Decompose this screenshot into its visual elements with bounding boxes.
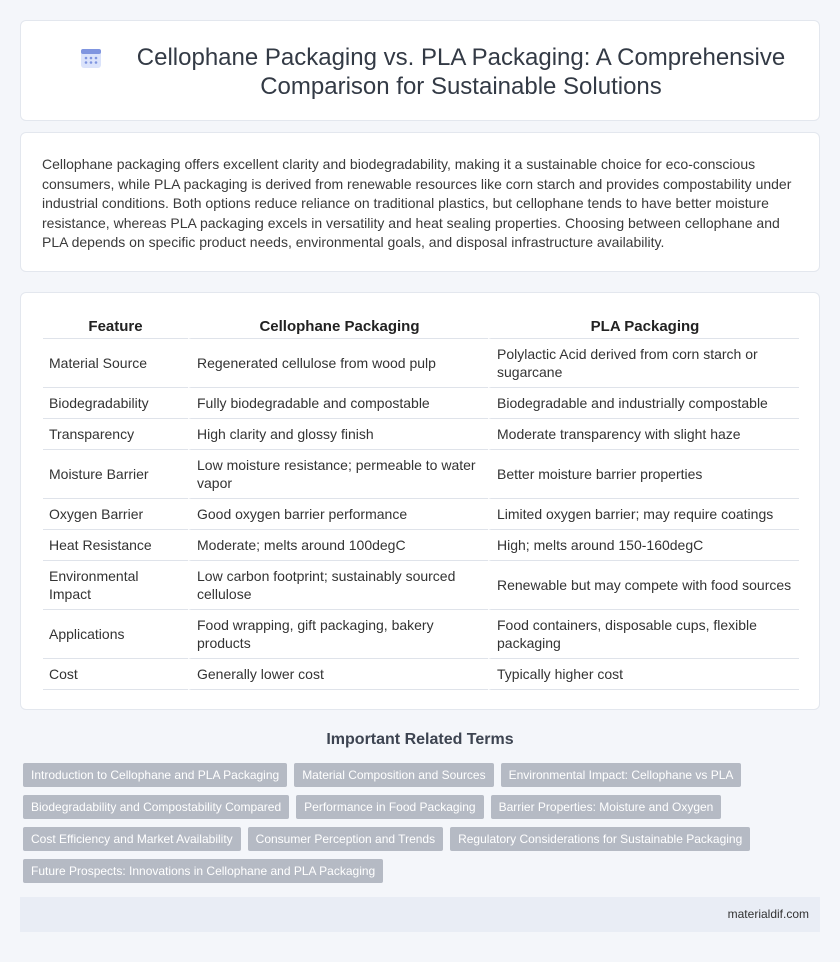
table-row (43, 659, 799, 690)
related-tag[interactable]: Biodegradability and Compostability Compared (23, 795, 289, 819)
related-tag[interactable]: Future Prospects: Innovations in Cellophane and PLA Packaging (23, 859, 383, 883)
feature-cell: Moisture Barrier (43, 450, 188, 499)
footer (20, 897, 820, 932)
feature-cell: Applications (43, 610, 188, 659)
related-tag[interactable]: Environmental Impact: Cellophane vs PLA (501, 763, 742, 787)
comparison-table (43, 315, 799, 690)
related-tag[interactable]: Barrier Properties: Moisture and Oxygen (491, 795, 722, 819)
related-tags (23, 763, 803, 891)
cellophane-cell: Low carbon footprint; sustainably sourced cellulose (188, 561, 488, 610)
cellophane-cell: Low moisture resistance; permeable to water vapor (188, 450, 488, 499)
pla-cell: Better moisture barrier properties (488, 450, 799, 499)
cellophane-cell: Moderate; melts around 100degC (188, 530, 488, 561)
comparison-card (20, 292, 820, 710)
cellophane-cell: High clarity and glossy finish (188, 419, 488, 450)
table-row (43, 561, 799, 610)
feature-cell: Transparency (43, 419, 188, 450)
related-tag[interactable]: Performance in Food Packaging (296, 795, 483, 819)
cellophane-cell: Good oxygen barrier performance (188, 499, 488, 530)
pla-cell: Polylactic Acid derived from corn starch or sugarcane (488, 339, 799, 388)
table-row (43, 339, 799, 388)
feature-cell: Cost (43, 659, 188, 690)
feature-cell: Oxygen Barrier (43, 499, 188, 530)
table-row (43, 530, 799, 561)
table-row (43, 610, 799, 659)
pla-cell: Food containers, disposable cups, flexible packaging (488, 610, 799, 659)
related-tag[interactable]: Cost Efficiency and Market Availability (23, 827, 241, 851)
feature-cell: Biodegradability (43, 388, 188, 419)
header-cellophane: Cellophane Packaging (188, 315, 488, 339)
cellophane-cell: Regenerated cellulose from wood pulp (188, 339, 488, 388)
cellophane-cell: Generally lower cost (188, 659, 488, 690)
table-row (43, 419, 799, 450)
table-row (43, 450, 799, 499)
table-row (43, 388, 799, 419)
page-title: Cellophane Packaging vs. PLA Packaging: A Comprehensive Comparison for Sustainable Solutions (136, 44, 786, 100)
related-tag[interactable]: Regulatory Considerations for Sustainable Packaging (450, 827, 750, 851)
pla-cell: Typically higher cost (488, 659, 799, 690)
related-terms-heading: Important Related Terms (326, 731, 514, 748)
feature-cell: Material Source (43, 339, 188, 388)
related-tag[interactable]: Consumer Perception and Trends (248, 827, 443, 851)
header-pla: PLA Packaging (488, 315, 799, 339)
summary-card (20, 132, 820, 272)
feature-cell: Heat Resistance (43, 530, 188, 561)
table-header-row (43, 315, 799, 339)
feature-cell: Environmental Impact (43, 561, 188, 610)
cellophane-cell: Food wrapping, gift packaging, bakery products (188, 610, 488, 659)
header-feature: Feature (43, 315, 188, 339)
pla-cell: Renewable but may compete with food sources (488, 561, 799, 610)
related-tag[interactable]: Material Composition and Sources (294, 763, 493, 787)
cellophane-cell: Fully biodegradable and compostable (188, 388, 488, 419)
pla-cell: Moderate transparency with slight haze (488, 419, 799, 450)
title-card (20, 20, 820, 121)
summary-text: Cellophane packaging offers excellent clarity and biodegradability, making it a sustainable choice for eco-conscious consumers, while PLA packaging is derived from renewable resources like corn starch and provides compostability under industrial conditions. Both options reduce reliance on traditional plastics, but cellophane tends to have better moisture resistance, whereas PLA packaging excels in versatility and heat sealing properties. Choosing between cellophane and PLA depends on specific product needs, environmental goals, and disposal infrastructure availability. (42, 156, 792, 251)
pla-cell: Biodegradable and industrially compostable (488, 388, 799, 419)
pla-cell: Limited oxygen barrier; may require coatings (488, 499, 799, 530)
table-row (43, 499, 799, 530)
related-tag[interactable]: Introduction to Cellophane and PLA Packaging (23, 763, 287, 787)
footer-site-link[interactable]: materialdif.com (727, 907, 809, 921)
pla-cell: High; melts around 150-160degC (488, 530, 799, 561)
